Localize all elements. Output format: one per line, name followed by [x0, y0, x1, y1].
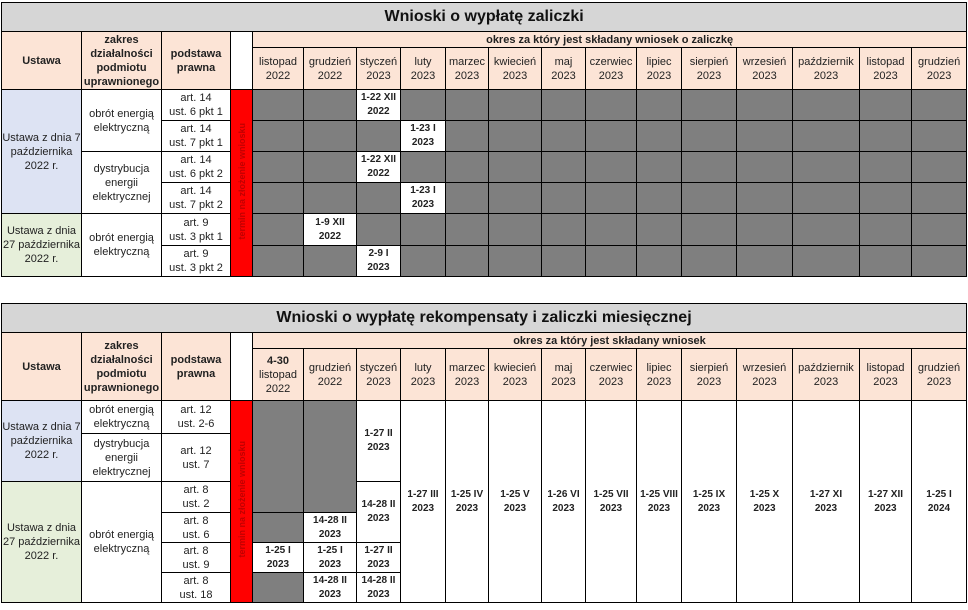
deadline-cell: 14-28 II 2023 — [357, 482, 401, 543]
podstawa-cell: art. 9 ust. 3 pkt 1 — [162, 214, 231, 246]
gray-cell — [253, 573, 304, 603]
gray-cell — [304, 246, 357, 277]
gray-cell — [304, 183, 357, 214]
gray-cell — [446, 214, 489, 246]
gray-cell — [446, 152, 489, 183]
gray-cell — [253, 152, 304, 183]
gray-cell — [489, 152, 542, 183]
gray-cell — [637, 152, 682, 183]
podstawa-cell: art. 12 ust. 7 — [162, 434, 231, 482]
gray-cell — [489, 214, 542, 246]
gray-cell — [586, 183, 637, 214]
column-header-zakres: zakres działalności podmiotu uprawnionego — [82, 333, 162, 401]
period-header: okres za który jest składany wniosek o zaliczkę — [253, 32, 967, 48]
zakres-label: obrót energią elektryczną — [82, 401, 162, 434]
gray-cell — [912, 246, 967, 277]
gray-cell — [793, 121, 860, 152]
gray-cell — [860, 183, 912, 214]
podstawa-cell: art. 14 ust. 7 pkt 2 — [162, 183, 231, 214]
gray-cell — [737, 183, 793, 214]
deadline-cell: 1-25 VII 2023 — [586, 401, 637, 603]
gray-cell — [586, 90, 637, 121]
gray-cell — [446, 246, 489, 277]
gray-cell — [542, 246, 586, 277]
gray-cell — [737, 121, 793, 152]
month-header: lipiec 2023 — [637, 48, 682, 90]
deadline-cell: 1-25 I 2023 — [304, 543, 357, 573]
gray-cell — [793, 183, 860, 214]
gray-cell — [401, 90, 446, 121]
deadline-cell: 1-27 II 2023 — [357, 543, 401, 573]
podstawa-cell: art. 14 ust. 6 pkt 1 — [162, 90, 231, 121]
deadline-cell: 1-27 II 2023 — [357, 401, 401, 482]
gray-cell — [253, 214, 304, 246]
gray-cell — [737, 246, 793, 277]
podstawa-cell: art. 14 ust. 6 pkt 2 — [162, 152, 231, 183]
gray-cell — [912, 121, 967, 152]
month-header: grudzień 2023 — [912, 349, 967, 401]
gray-cell — [682, 90, 737, 121]
zakres-label: obrót energią elektryczną — [82, 90, 162, 152]
table-title: Wnioski o wypłatę zaliczki — [2, 3, 967, 32]
gray-cell — [737, 152, 793, 183]
month-header: maj 2023 — [542, 349, 586, 401]
gray-cell — [737, 214, 793, 246]
month-header: grudzień 2023 — [912, 48, 967, 90]
podstawa-cell: art. 8 ust. 18 — [162, 573, 231, 603]
deadline-cell: 1-25 VIII 2023 — [637, 401, 682, 603]
gray-cell — [586, 121, 637, 152]
deadline-cell: 1-25 IV 2023 — [446, 401, 489, 603]
deadline-cell: 1-26 VI 2023 — [542, 401, 586, 603]
podstawa-cell: art. 12 ust. 2-6 — [162, 401, 231, 434]
month-header: styczeń 2023 — [357, 48, 401, 90]
deadline-label: termin na złożenie wniosku — [231, 401, 253, 603]
deadline-cell: 1-25 X 2023 — [737, 401, 793, 603]
gray-cell — [253, 513, 304, 543]
gray-cell — [542, 214, 586, 246]
gray-cell — [253, 401, 304, 513]
month-header: sierpień 2023 — [682, 349, 737, 401]
month-header: wrzesień 2023 — [737, 48, 793, 90]
deadline-cell: 2-9 I 2023 — [357, 246, 401, 277]
gray-cell — [793, 246, 860, 277]
column-header-ustawa: Ustawa — [2, 32, 82, 90]
gray-cell — [637, 121, 682, 152]
ustawa-label: Ustawa z dnia 7 października 2022 r. — [2, 401, 82, 482]
gray-cell — [357, 214, 401, 246]
month-header: luty 2023 — [401, 48, 446, 90]
rekompensaty-table — [1, 303, 967, 603]
gray-cell — [304, 401, 357, 513]
gray-cell — [401, 152, 446, 183]
month-header: październik 2023 — [793, 48, 860, 90]
gray-cell — [637, 214, 682, 246]
zakres-label: obrót energią elektryczną — [82, 214, 162, 277]
column-header-podstawa: podstawa prawna — [162, 32, 231, 90]
month-header: czerwiec 2023 — [586, 349, 637, 401]
gray-cell — [542, 183, 586, 214]
gray-cell — [401, 246, 446, 277]
gray-cell — [446, 183, 489, 214]
gray-cell — [489, 90, 542, 121]
podstawa-cell: art. 14 ust. 7 pkt 1 — [162, 121, 231, 152]
deadline-cell: 1-27 XII 2023 — [860, 401, 912, 603]
gray-cell — [682, 121, 737, 152]
blank-header-cell — [231, 32, 253, 90]
gray-cell — [401, 214, 446, 246]
gray-cell — [860, 90, 912, 121]
gray-cell — [446, 90, 489, 121]
gray-cell — [912, 152, 967, 183]
deadline-cell: 1-23 I 2023 — [401, 183, 446, 214]
gray-cell — [682, 246, 737, 277]
month-header: maj 2023 — [542, 48, 586, 90]
blank-header-cell — [231, 333, 253, 401]
gray-cell — [304, 121, 357, 152]
podstawa-cell: art. 8 ust. 2 — [162, 482, 231, 513]
gray-cell — [586, 246, 637, 277]
gray-cell — [304, 90, 357, 121]
gray-cell — [912, 90, 967, 121]
gray-cell — [860, 121, 912, 152]
gray-cell — [489, 183, 542, 214]
gray-cell — [912, 183, 967, 214]
deadline-cell: 1-27 III 2023 — [401, 401, 446, 603]
gray-cell — [586, 214, 637, 246]
deadline-cell: 1-25 I 2024 — [912, 401, 967, 603]
month-header: sierpień 2023 — [682, 48, 737, 90]
deadline-cell: 14-28 II 2023 — [304, 573, 357, 603]
gray-cell — [860, 152, 912, 183]
month-header: marzec 2023 — [446, 48, 489, 90]
gray-cell — [682, 214, 737, 246]
gray-cell — [489, 121, 542, 152]
gray-cell — [304, 152, 357, 183]
ustawa-label: Ustawa z dnia 27 października 2022 r. — [2, 214, 82, 277]
gray-cell — [860, 214, 912, 246]
deadline-cell: 1-27 XI 2023 — [793, 401, 860, 603]
deadline-label: termin na złożenie wniosku — [231, 90, 253, 277]
month-header: październik 2023 — [793, 349, 860, 401]
ustawa-label: Ustawa z dnia 27 października 2022 r. — [2, 482, 82, 603]
gray-cell — [912, 214, 967, 246]
gray-cell — [586, 152, 637, 183]
month-header: lipiec 2023 — [637, 349, 682, 401]
month-header: 4-30 listopad 2022 — [253, 349, 304, 401]
gray-cell — [489, 246, 542, 277]
gray-cell — [682, 183, 737, 214]
period-header: okres za który jest składany wniosek — [253, 333, 967, 349]
zaliczki-table — [1, 2, 967, 277]
gray-cell — [637, 183, 682, 214]
gray-cell — [253, 90, 304, 121]
podstawa-cell: art. 8 ust. 9 — [162, 543, 231, 573]
gray-cell — [793, 152, 860, 183]
gray-cell — [737, 90, 793, 121]
month-header: listopad 2023 — [860, 349, 912, 401]
zakres-label: obrót energią elektryczną — [82, 482, 162, 603]
month-header: grudzień 2022 — [304, 349, 357, 401]
gray-cell — [357, 121, 401, 152]
month-header: czerwiec 2023 — [586, 48, 637, 90]
month-header: grudzień 2022 — [304, 48, 357, 90]
gray-cell — [860, 246, 912, 277]
month-header: kwiecień 2023 — [489, 48, 542, 90]
deadline-cell: 1-23 I 2023 — [401, 121, 446, 152]
month-header: kwiecień 2023 — [489, 349, 542, 401]
podstawa-cell: art. 8 ust. 6 — [162, 513, 231, 543]
gray-cell — [682, 152, 737, 183]
table-title: Wnioski o wypłatę rekompensaty i zaliczki miesięcznej — [2, 304, 967, 333]
gray-cell — [542, 90, 586, 121]
deadline-cell: 1-25 I 2023 — [253, 543, 304, 573]
gray-cell — [357, 183, 401, 214]
gray-cell — [446, 121, 489, 152]
month-header: luty 2023 — [401, 349, 446, 401]
month-header: marzec 2023 — [446, 349, 489, 401]
zakres-label: dystrybucja energii elektrycznej — [82, 152, 162, 214]
deadline-cell: 14-28 II 2023 — [357, 573, 401, 603]
deadline-cell: 14-28 II 2023 — [304, 513, 357, 543]
gray-cell — [793, 90, 860, 121]
gray-cell — [253, 183, 304, 214]
deadline-cell: 1-22 XII 2022 — [357, 152, 401, 183]
gray-cell — [542, 152, 586, 183]
gray-cell — [253, 121, 304, 152]
deadline-cell: 1-22 XII 2022 — [357, 90, 401, 121]
month-header: listopad 2022 — [253, 48, 304, 90]
deadline-cell: 1-9 XII 2022 — [304, 214, 357, 246]
gray-cell — [793, 214, 860, 246]
gray-cell — [637, 90, 682, 121]
month-header: listopad 2023 — [860, 48, 912, 90]
month-header: styczeń 2023 — [357, 349, 401, 401]
column-header-podstawa: podstawa prawna — [162, 333, 231, 401]
ustawa-label: Ustawa z dnia 7 października 2022 r. — [2, 90, 82, 214]
month-header: wrzesień 2023 — [737, 349, 793, 401]
gray-cell — [637, 246, 682, 277]
deadline-cell: 1-25 IX 2023 — [682, 401, 737, 603]
column-header-zakres: zakres działalności podmiotu uprawnionego — [82, 32, 162, 90]
column-header-ustawa: Ustawa — [2, 333, 82, 401]
gray-cell — [542, 121, 586, 152]
podstawa-cell: art. 9 ust. 3 pkt 2 — [162, 246, 231, 277]
deadline-cell: 1-25 V 2023 — [489, 401, 542, 603]
gray-cell — [253, 246, 304, 277]
zakres-label: dystrybucja energii elektrycznej — [82, 434, 162, 482]
